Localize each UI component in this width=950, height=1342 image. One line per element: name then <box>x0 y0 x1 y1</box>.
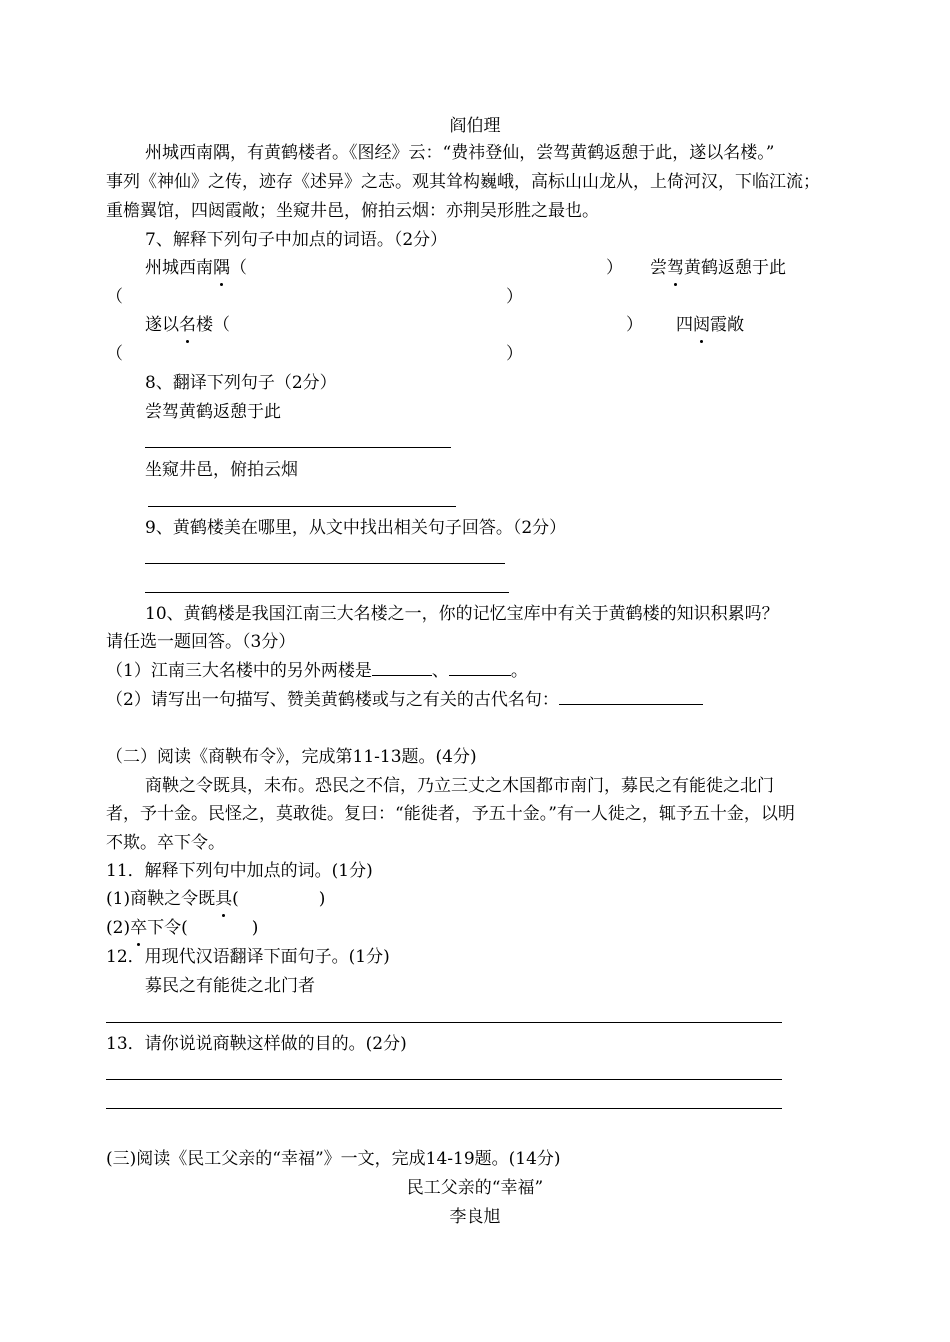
answer-line[interactable] <box>106 1079 782 1080</box>
q10-period: 。 <box>510 661 528 681</box>
answer-line[interactable] <box>148 506 456 507</box>
q7-item-d-text: 四 <box>676 315 693 335</box>
q7-item-c <box>145 311 230 339</box>
q11-item-2 <box>106 914 258 942</box>
section-3-heading: (三)阅读《民工父亲的“幸福”》一文，完成14-19题。(14分) <box>106 1149 561 1169</box>
q7-item-b <box>650 254 786 282</box>
q7-item-a-text: 州城西南 <box>145 258 213 278</box>
q7-item-d-text-2: 霞敞 <box>710 315 744 335</box>
answer-line[interactable] <box>145 592 509 593</box>
answer-line[interactable] <box>106 1108 782 1109</box>
q7-item-a <box>145 254 247 282</box>
q8-sentence-1: 尝驾黄鹤返憩于此 <box>145 402 281 422</box>
q7-item-b-text-2: 黄鹤返憩于此 <box>684 258 786 278</box>
q11-close-paren: ) <box>251 918 259 938</box>
q8-sentence-2: 坐窥井邑，俯拍云烟 <box>145 460 298 480</box>
section-2-heading: （二）阅读《商鞅布令》，完成第11-13题。(4分) <box>106 747 477 767</box>
q7-open-paren: （ <box>106 344 123 364</box>
q10-part-2-text: （2）请写出一句描写、赞美黄鹤楼或与之有关的古代名句： <box>106 690 559 710</box>
q10-part-1 <box>106 657 528 685</box>
q11-item-2-label: (2) <box>106 918 131 938</box>
question-13: 13．请你说说商鞅这样做的目的。(2分) <box>106 1034 407 1054</box>
q11-close-paren: ) <box>318 889 326 909</box>
q7-open-paren: （ <box>230 258 247 278</box>
q12-sentence: 募民之有能徙之北门者 <box>145 976 315 996</box>
passage-2-line-3: 不欺。卒下令。 <box>106 833 225 853</box>
q7-item-d <box>676 311 744 339</box>
q7-close-paren: ） <box>606 258 623 278</box>
passage-title: 阎伯理 <box>449 116 501 136</box>
answer-blank[interactable] <box>449 657 511 676</box>
question-10-line-1: 10、黄鹤楼是我国江南三大名楼之一，你的记忆宝库中有关于黄鹤楼的知识积累吗？ <box>145 604 779 624</box>
q10-separator: 、 <box>431 661 449 681</box>
q7-close-paren: ） <box>626 315 643 335</box>
answer-line[interactable] <box>106 1022 782 1023</box>
q7-close-paren: ） <box>506 344 523 364</box>
passage-line-1: 州城西南隅，有黄鹤楼者。《图经》云：“费祎登仙，尝驾黄鹤返憩于此，遂以名楼。” <box>145 143 775 163</box>
q7-close-paren: ） <box>506 287 523 307</box>
question-10-line-2: 请任选一题回答。（3分） <box>106 632 296 652</box>
dotted-word: 具 <box>215 885 232 913</box>
q7-item-c-text: 遂以 <box>145 315 179 335</box>
question-8: 8、翻译下列句子（2分） <box>145 373 337 393</box>
dotted-word: 隅 <box>213 254 230 282</box>
q10-part-2 <box>106 686 703 714</box>
passage-line-2: 事列《神仙》之传，迹存《述异》之志。观其耸构巍峨，高标山山龙从，上倚河汉，下临江流； <box>106 172 820 192</box>
dotted-word: 卒 <box>130 914 147 942</box>
q7-open-paren: （ <box>106 287 123 307</box>
question-9: 9、黄鹤楼美在哪里，从文中找出相关句子回答。（2分） <box>145 518 567 538</box>
passage-2-line-1: 商鞅之令既具，未布。恐民之不信，乃立三丈之木国都市南门，募民之有能徙之北门 <box>145 776 774 796</box>
q7-item-b-text: 尝 <box>650 258 667 278</box>
q7-open-paren: （ <box>213 315 230 335</box>
q7-item-c-text-2: 楼 <box>196 315 213 335</box>
passage-2-line-2: 者，予十金。民怪之，莫敢徙。复曰：“能徙者，予五十金。”有一人徙之，辄予五十金，以明 <box>106 804 795 824</box>
q11-open-paren: ( <box>232 889 239 909</box>
dotted-word: 驾 <box>667 254 684 282</box>
q10-part-1-text: （1）江南三大名楼中的另外两楼是 <box>106 661 372 681</box>
q11-item-1-text: (1)商鞅之令既 <box>106 889 216 909</box>
article-title: 民工父亲的“幸福” <box>406 1178 544 1198</box>
answer-line[interactable] <box>145 447 451 448</box>
q11-item-2-text: 下令( <box>147 918 188 938</box>
q11-item-1 <box>106 885 325 913</box>
article-author: 李良旭 <box>449 1207 501 1227</box>
dotted-word: 闼 <box>693 311 710 339</box>
answer-line[interactable] <box>145 563 505 564</box>
answer-blank[interactable] <box>372 657 432 676</box>
question-12: 12．用现代汉语翻译下面句子。(1分) <box>106 947 390 967</box>
answer-blank[interactable] <box>559 686 703 705</box>
passage-line-3: 重檐翼馆，四闼霞敞；坐窥井邑，俯拍云烟：亦荆吴形胜之最也。 <box>106 201 599 221</box>
question-7: 7、解释下列句子中加点的词语。（2分） <box>145 230 448 250</box>
question-11: 11．解释下列句中加点的词。(1分) <box>106 861 373 881</box>
dotted-word: 名 <box>179 311 196 339</box>
